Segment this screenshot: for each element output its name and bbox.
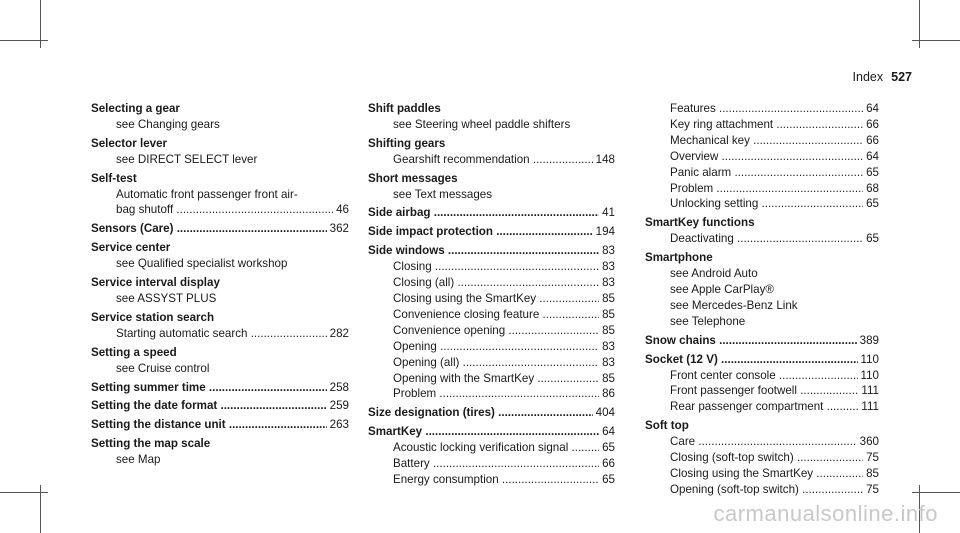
index-entry	[91, 101, 349, 117]
index-subentry	[368, 187, 615, 203]
page-ref[interactable]: 65	[602, 472, 615, 486]
entry-text: bag shutoff .....	[116, 202, 333, 218]
entry-text: Service interval display	[91, 276, 220, 290]
index-subentry	[368, 307, 615, 323]
entry-text: Problem .....	[670, 181, 863, 197]
index-subentry	[368, 275, 615, 291]
index-subentry	[368, 259, 615, 275]
entry-text: Automatic front passenger front air-	[116, 187, 298, 201]
page-ref[interactable]: 85	[602, 291, 615, 305]
index-entry	[91, 221, 349, 237]
entry-text: Front center console .....	[670, 368, 858, 384]
entry-text: Snow chains .....	[645, 333, 857, 349]
entry-text: Setting the date format .....	[91, 398, 327, 414]
entry-text: Side impact protection .....	[368, 224, 593, 240]
entry-text: Soft top	[645, 419, 689, 433]
index-subentry	[368, 323, 615, 339]
entry-text: Socket (12 V) .....	[645, 352, 858, 368]
entry-text: Closing .....	[393, 259, 599, 275]
entry-text: Convenience closing feature .....	[393, 307, 599, 323]
page-number: 527	[891, 70, 912, 84]
index-entry	[368, 224, 615, 240]
index-column-2	[368, 101, 615, 488]
index-subentry	[645, 368, 879, 384]
page-ref[interactable]: 66	[866, 133, 879, 147]
page-ref[interactable]: 110	[860, 368, 879, 382]
index-entry	[91, 380, 349, 396]
entry-text: Short messages	[368, 171, 458, 185]
page-ref[interactable]: 83	[602, 244, 615, 258]
page-ref[interactable]: 362	[329, 222, 349, 236]
index-subentry	[91, 202, 349, 218]
entry-text: Self-test	[91, 171, 137, 185]
index-subentry	[91, 361, 349, 377]
index-subentry	[91, 291, 349, 307]
entry-text: Closing (soft-top switch) .....	[670, 450, 863, 466]
page-ref[interactable]: 258	[329, 380, 349, 394]
entry-text: SmartKey .....	[368, 424, 599, 440]
entry-text: Shift paddles	[368, 102, 441, 115]
index-entry	[645, 250, 879, 266]
index-entry	[91, 345, 349, 361]
entry-text: Opening with the SmartKey .....	[393, 371, 599, 387]
entry-text: see Apple CarPlay®	[670, 282, 774, 296]
page-ref[interactable]: 85	[866, 466, 879, 480]
index-subentry	[645, 231, 879, 247]
entry-text: Setting the distance unit .....	[91, 417, 327, 433]
entry-text: Energy consumption .....	[393, 472, 599, 488]
index-entry	[91, 417, 349, 433]
entry-text: Acoustic locking verification signal .....	[393, 440, 599, 456]
entry-text: see ASSYST PLUS	[116, 291, 217, 305]
index-subentry	[91, 117, 349, 133]
entry-text: see Mercedes-Benz Link	[670, 298, 798, 312]
index-subentry	[368, 152, 615, 168]
entry-text: Sensors (Care) .....	[91, 221, 327, 237]
entry-text: Opening (soft-top switch) .....	[670, 482, 863, 498]
index-entry	[91, 275, 349, 291]
index-subentry	[645, 434, 879, 450]
index-subentry	[645, 282, 879, 298]
index-subentry	[645, 314, 879, 330]
index-entry	[368, 136, 615, 152]
crop-mark	[912, 492, 960, 493]
page-ref[interactable]: 46	[336, 203, 349, 217]
index-subentry	[91, 326, 349, 342]
entry-text: Overview .....	[670, 149, 863, 165]
page-ref[interactable]: 111	[861, 400, 879, 414]
page-header	[853, 70, 912, 84]
entry-text: Front passenger footwell .....	[670, 383, 858, 399]
page-ref[interactable]: 83	[602, 339, 615, 353]
index-subentry	[368, 440, 615, 456]
watermark: carmanualsonline.info	[713, 501, 938, 526]
entry-text: see DIRECT SELECT lever	[116, 152, 258, 166]
index-entry	[91, 310, 349, 326]
entry-text: Key ring attachment .....	[670, 117, 863, 133]
entry-text: Rear passenger compartment .....	[670, 399, 858, 415]
index-subentry	[91, 152, 349, 168]
entry-text: Opening (all) .....	[393, 355, 599, 371]
index-subentry	[368, 456, 615, 472]
page-ref[interactable]: 41	[602, 206, 615, 220]
entry-text: Setting summer time .....	[91, 380, 327, 396]
entry-text: see Changing gears	[116, 117, 220, 131]
page-ref[interactable]: 65	[866, 165, 879, 179]
page-ref[interactable]: 86	[602, 387, 615, 401]
index-subentry	[645, 266, 879, 282]
page-ref[interactable]: 111	[861, 384, 879, 398]
index-subentry	[91, 452, 349, 468]
crop-mark	[0, 40, 48, 41]
page-ref[interactable]: 194	[595, 225, 615, 239]
index-entry	[645, 215, 879, 231]
index-subentry	[645, 133, 879, 149]
page-ref[interactable]: 85	[602, 323, 615, 337]
index-subentry	[645, 450, 879, 466]
page-ref[interactable]: 85	[602, 307, 615, 321]
index-subentry	[645, 117, 879, 133]
entry-text: see Steering wheel paddle shifters	[393, 117, 571, 131]
page-ref[interactable]: 83	[602, 276, 615, 290]
page-ref[interactable]: 85	[602, 371, 615, 385]
entry-text: Mechanical key .....	[670, 133, 863, 149]
index-subentry	[645, 298, 879, 314]
index-subentry	[368, 117, 615, 133]
index-subentry	[645, 383, 879, 399]
index-entry	[91, 436, 349, 452]
index-subentry	[645, 165, 879, 181]
page-ref[interactable]: 263	[329, 418, 349, 432]
index-subentry	[368, 472, 615, 488]
entry-text: see Map	[116, 453, 161, 467]
index-subentry	[645, 101, 879, 117]
entry-text: Setting the map scale	[91, 437, 211, 451]
entry-text: Side airbag .....	[368, 205, 599, 221]
index-entry	[91, 398, 349, 414]
index-entry	[91, 240, 349, 256]
index-entry	[368, 405, 615, 421]
entry-text: Setting a speed	[91, 345, 177, 359]
page-ref[interactable]: 83	[602, 355, 615, 369]
entry-text: Closing using the SmartKey .....	[393, 291, 599, 307]
index-subentry	[91, 256, 349, 272]
crop-mark	[0, 492, 48, 493]
page-ref[interactable]: 65	[602, 441, 615, 455]
entry-text: Problem .....	[393, 386, 599, 402]
entry-text: see Cruise control	[116, 361, 210, 375]
entry-text: Care .....	[670, 434, 857, 450]
index-entry	[368, 101, 615, 117]
index-subentry	[645, 399, 879, 415]
entry-text: Size designation (tires) .....	[368, 405, 593, 421]
page-ref[interactable]: 66	[866, 117, 879, 131]
index-subentry	[645, 196, 879, 212]
entry-text: see Telephone	[670, 314, 746, 328]
page-ref[interactable]: 389	[859, 333, 879, 347]
page-ref[interactable]: 64	[866, 102, 879, 115]
index-entry	[368, 243, 615, 259]
entry-text: Battery .....	[393, 456, 599, 472]
entry-text: Panic alarm .....	[670, 165, 863, 181]
header-title: Index	[852, 70, 884, 84]
entry-text: Selecting a gear	[91, 102, 180, 115]
page-ref[interactable]: 68	[866, 181, 879, 195]
entry-text: Side windows .....	[368, 243, 599, 259]
entry-text: Deactivating .....	[670, 231, 863, 247]
page-ref[interactable]: 282	[329, 326, 349, 340]
entry-text: Service center	[91, 241, 171, 255]
index-entry	[645, 333, 879, 349]
entry-text: Gearshift recommendation .....	[393, 152, 593, 168]
index-entry	[368, 205, 615, 221]
page-ref[interactable]: 75	[866, 451, 879, 465]
index-subentry	[645, 181, 879, 197]
page-ref[interactable]: 65	[866, 197, 879, 211]
entry-text: Shifting gears	[368, 136, 446, 150]
index-subentry	[368, 386, 615, 402]
index-subentry	[645, 466, 879, 482]
index-entry	[91, 136, 349, 152]
entry-text: Features .....	[670, 101, 863, 117]
index-entry	[645, 418, 879, 434]
index-entry	[368, 424, 615, 440]
index-column-1	[91, 101, 349, 468]
index-subentry	[368, 355, 615, 371]
entry-text: Closing (all) .....	[393, 275, 599, 291]
index-entry	[368, 171, 615, 187]
page-ref[interactable]: 64	[602, 425, 615, 439]
page-ref[interactable]: 64	[866, 149, 879, 163]
page-ref[interactable]: 75	[866, 482, 879, 496]
page-ref[interactable]: 110	[860, 352, 879, 366]
entry-text: Opening .....	[393, 339, 599, 355]
entry-text: see Text messages	[393, 187, 493, 201]
page-ref[interactable]: 360	[859, 435, 879, 449]
entry-text: Closing using the SmartKey .....	[670, 466, 863, 482]
entry-text: Starting automatic search .....	[116, 326, 327, 342]
index-subentry	[645, 149, 879, 165]
page-ref[interactable]: 65	[866, 232, 879, 246]
index-entry	[91, 171, 349, 187]
index-subentry	[91, 187, 349, 203]
entry-text: see Android Auto	[670, 267, 758, 281]
index-subentry	[368, 339, 615, 355]
index-entry	[645, 352, 879, 368]
index-subentry	[645, 482, 879, 498]
page-ref[interactable]: 148	[595, 152, 615, 166]
page-ref[interactable]: 66	[602, 457, 615, 471]
index-column-3	[645, 101, 879, 498]
index-subentry	[368, 291, 615, 307]
entry-text: Convenience opening .....	[393, 323, 599, 339]
entry-text: see Qualified specialist workshop	[116, 257, 288, 271]
entry-text: Smartphone	[645, 251, 713, 265]
entry-text: Selector lever	[91, 136, 168, 150]
page-ref[interactable]: 83	[602, 260, 615, 274]
entry-text: Service station search	[91, 310, 215, 324]
page-ref[interactable]: 404	[595, 406, 615, 420]
entry-text: SmartKey functions	[645, 216, 755, 230]
entry-text: Unlocking setting .....	[670, 196, 863, 212]
crop-mark	[912, 40, 960, 41]
page-ref[interactable]: 259	[329, 399, 349, 413]
index-subentry	[368, 371, 615, 387]
